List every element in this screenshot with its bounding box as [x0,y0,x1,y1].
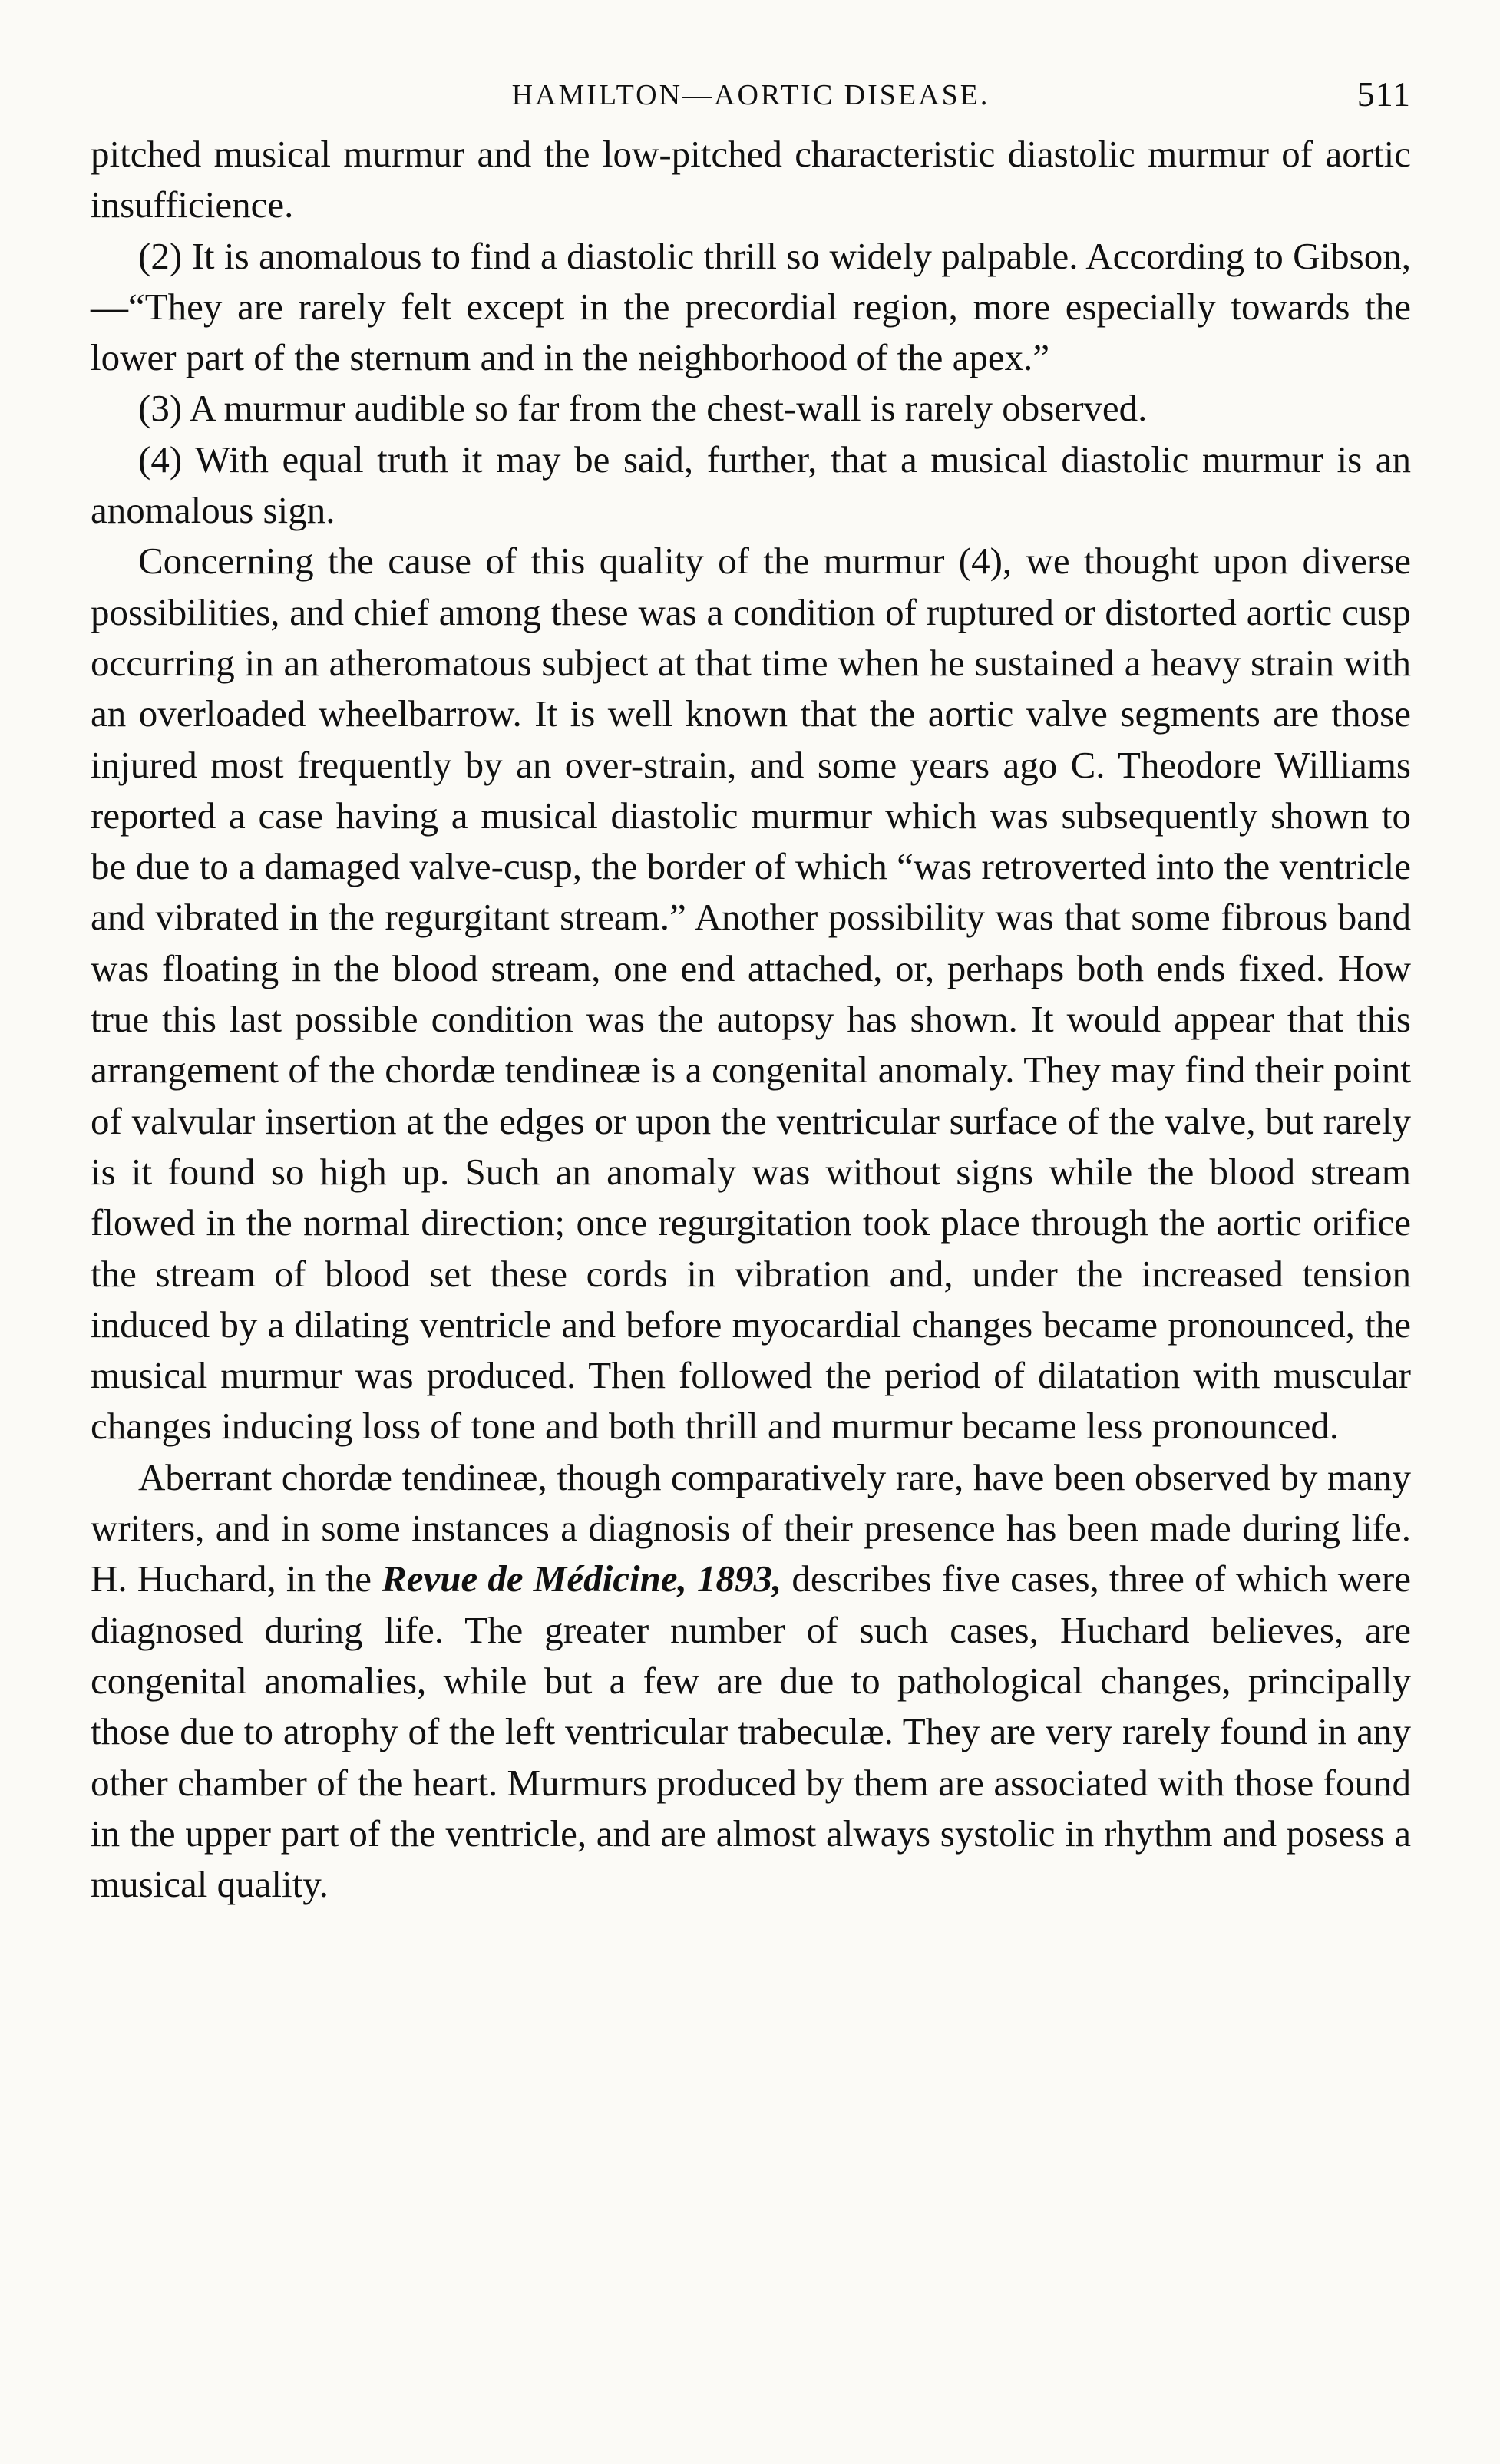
paragraph-point-3: (3) A murmur audible so far from the chest-wall is rarely observed. [138,387,1148,430]
paragraph-aberrant-chordae [91,1452,1411,1911]
paragraph-continued: pitched musical murmur and the low-pitched characteristic diastolic murmur of aortic insufficience. [91,133,1411,226]
running-head [91,74,1411,129]
text-after-citation: describes five cases, three of which were diagnosed during life. The greater number of such cases, Huchard believes, are congenital anomalies, while but a few are due to pathological changes, principally those due to atrophy of the left ventricular trabeculæ. They are very rarely found in any other chamber of the heart. Murmurs produced by them are associated with those found in the upper part of the ventricle, and are almost always systolic in rhythm and posess a musical quality. [91,1557,1411,1906]
paragraph-point-4: (4) With equal truth it may be said, further, that a musical diastolic murmur is an anomalous sign. [91,438,1411,532]
paragraph-cause: Concerning the cause of this quality of the murmur (4), we thought upon diverse possibilities, and chief among these was a condition of ruptured or distorted aortic cusp occurring in an atheromatous subject at that time when he sustained a heavy strain with an overloaded wheelbarrow. It is well known that the aortic valve segments are those injured most frequently by an over-strain, and some years ago C. Theodore Williams reported a case having a musical diastolic murmur which was subsequently shown to be due to a damaged valve-cusp, the border of which “was retroverted into the ventricle and vibrated in the regurgitant stream.” Another possibility was that some fibrous band was floating in the blood stream, one end attached, or, perhaps both ends fixed. How true this last possible condition was the autopsy has shown. It would appear that this arrangement of the chordæ tendineæ is a congenital anomaly. They may find their point of valvular insertion at the edges or upon the ventricular surface of the valve, but rarely is it found so high up. Such an anomaly was without signs while the blood stream flowed in the normal direction; once regurgitation took place through the aortic orifice the stream of blood set these cords in vibration and, under the increased tension induced by a dilating ventricle and before myocardial changes became pronounced, the musical murmur was produced. Then followed the period of dilatation with muscular changes inducing loss of tone and both thrill and murmur became less pronounced. [91,540,1411,1448]
article-body [91,129,1411,1910]
paragraph-point-2: (2) It is anomalous to find a diastolic thrill so widely palpable. According to Gibson,—“They are rarely felt except in the precordial region, more especially towards the lower part of the sternum and in the neighborhood of the apex.” [91,234,1411,379]
journal-citation: Revue de Médicine, 1893, [382,1557,782,1600]
text-before-citation: Aberrant chordæ tendineæ, though comparatively rare, have been observed by many writers, and in some instances a diagnosis of their presence has been made during life. H. Huchard, in the [91,1455,1411,1600]
page-number: 511 [1356,74,1411,114]
running-title: HAMILTON—AORTIC DISEASE. [511,79,990,111]
journal-page [91,74,1411,1910]
